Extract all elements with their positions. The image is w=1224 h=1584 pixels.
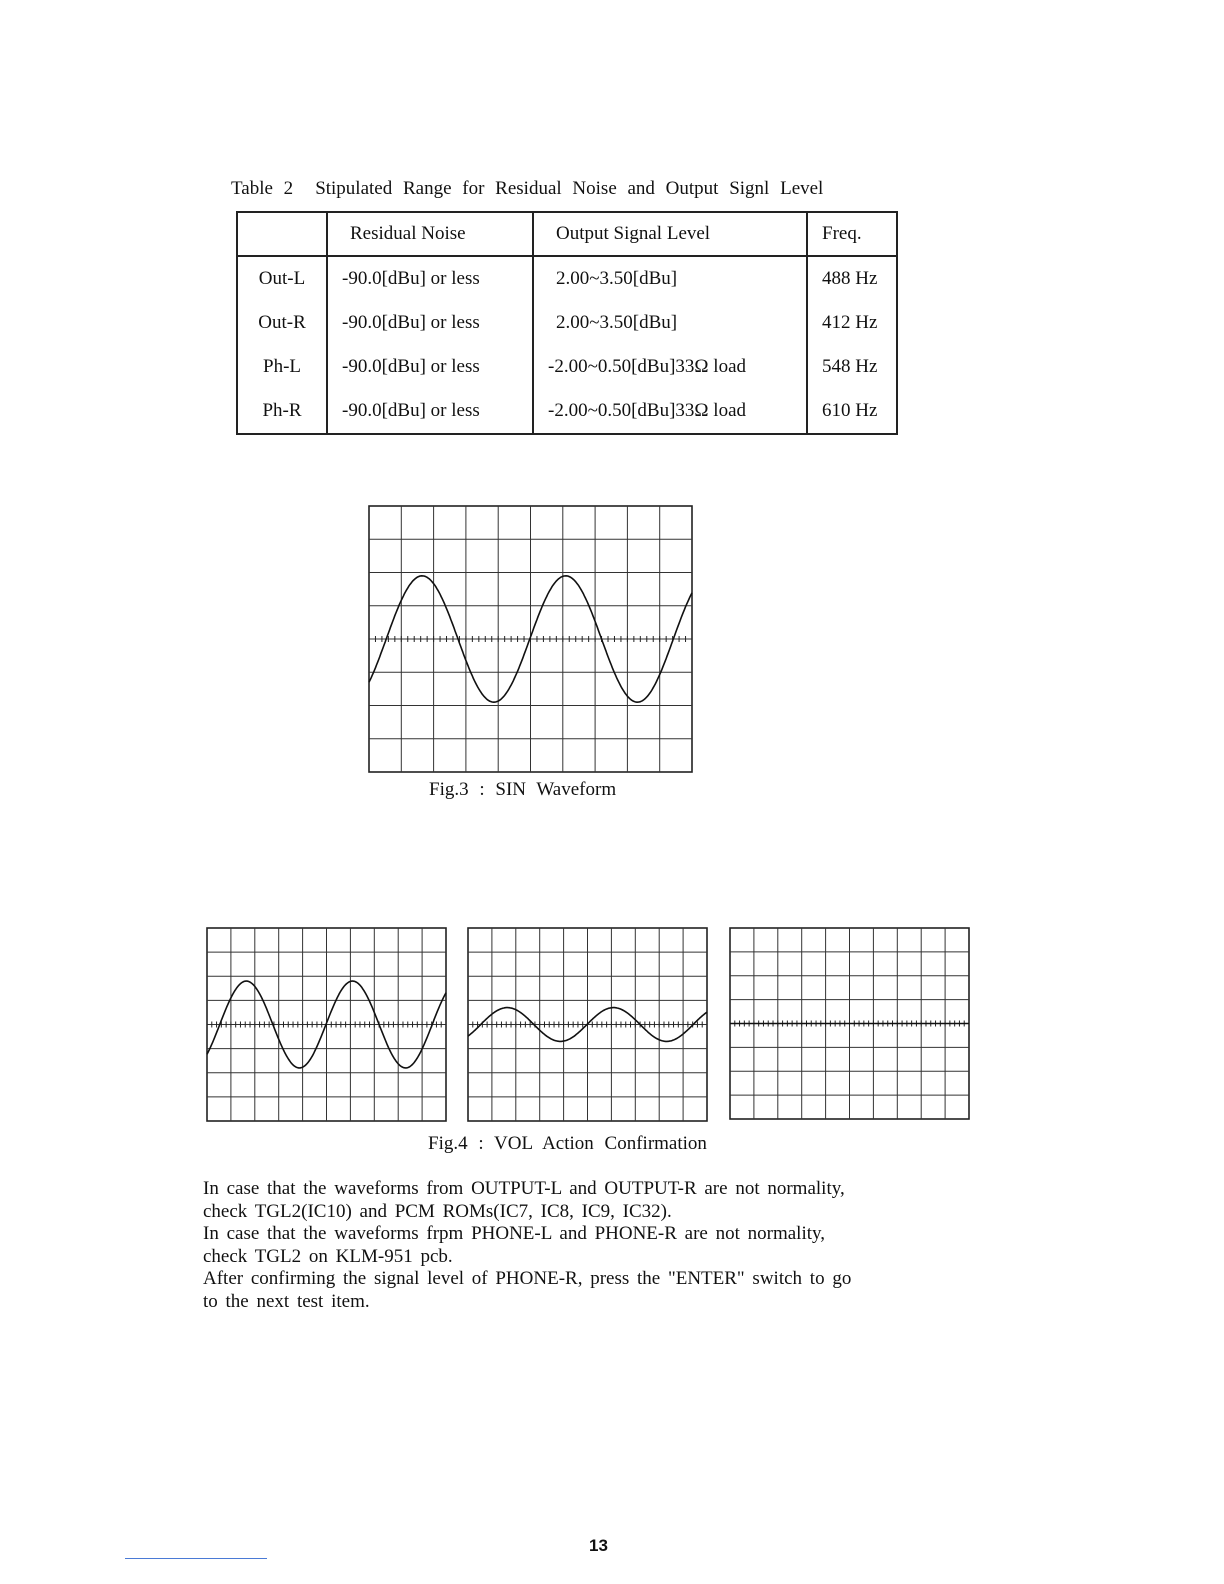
row-level: -2.00~0.50[dBu]33Ω load: [533, 389, 807, 434]
row-noise: -90.0[dBu] or less: [327, 345, 533, 389]
row-freq: 548 Hz: [807, 345, 897, 389]
table-caption-label: Table 2: [231, 178, 294, 199]
instruction-line: In case that the waveforms from OUTPUT-L and OUTPUT-R are not normality,: [203, 1178, 845, 1199]
fig4-scope-full-volume: [206, 927, 447, 1122]
row-label: Out-L: [237, 256, 327, 301]
table-header-level: Output Signal Level: [533, 212, 807, 256]
row-label: Out-R: [237, 301, 327, 345]
instruction-line: to the next test item.: [203, 1290, 370, 1312]
row-label: Ph-R: [237, 389, 327, 434]
table-row: [237, 301, 897, 345]
table-row: [237, 345, 897, 389]
row-label: Ph-L: [237, 345, 327, 389]
row-noise: -90.0[dBu] or less: [327, 389, 533, 434]
row-level: 2.00~3.50[dBu]: [533, 301, 807, 345]
row-freq: 488 Hz: [807, 256, 897, 301]
row-noise: -90.0[dBu] or less: [327, 301, 533, 345]
fig3-caption: Fig.3 : SIN Waveform: [429, 779, 617, 800]
spec-table: [236, 211, 898, 435]
table-row: [237, 389, 897, 434]
footer-rule: [125, 1558, 267, 1559]
table-header-blank: [237, 212, 327, 256]
fig4-scope-low-volume: [467, 927, 708, 1122]
fig4-scope-zero-volume: [729, 927, 970, 1120]
fig3-scope-trace: [368, 505, 693, 773]
table-row: [237, 256, 897, 301]
row-noise: -90.0[dBu] or less: [327, 256, 533, 301]
fig4-caption: Fig.4 : VOL Action Confirmation: [428, 1133, 707, 1154]
row-level: 2.00~3.50[dBu]: [533, 256, 807, 301]
page-number: 13: [589, 1536, 608, 1555]
instruction-text: [203, 1178, 983, 1313]
table-header-row: [237, 212, 897, 256]
instruction-line: check TGL2(IC10) and PCM ROMs(IC7, IC8, IC9, IC32).: [203, 1200, 672, 1222]
table-header-noise: Residual Noise: [327, 212, 533, 256]
row-freq: 610 Hz: [807, 389, 897, 434]
table-caption: [231, 178, 823, 200]
instruction-line: In case that the waveforms frpm PHONE-L and PHONE-R are not normality,: [203, 1223, 826, 1244]
instruction-line: After confirming the signal level of PHONE-R, press the "ENTER" switch to go: [203, 1268, 852, 1289]
instruction-line: check TGL2 on KLM-951 pcb.: [203, 1245, 453, 1267]
row-level: -2.00~0.50[dBu]33Ω load: [533, 345, 807, 389]
row-freq: 412 Hz: [807, 301, 897, 345]
table-header-freq: Freq.: [807, 212, 897, 256]
table-caption-title: Stipulated Range for Residual Noise and Output Signl Level: [315, 178, 824, 199]
